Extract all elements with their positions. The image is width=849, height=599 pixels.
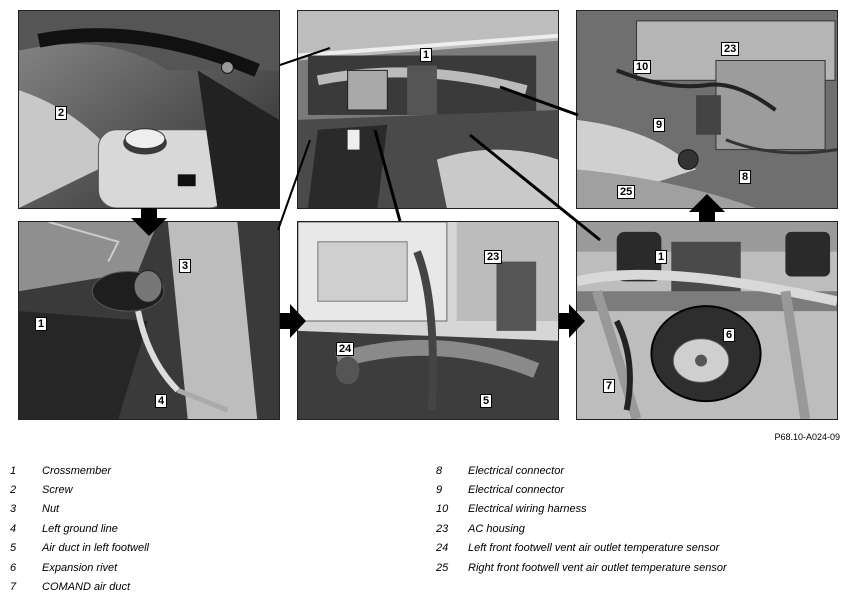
arrow-right-icon <box>280 304 306 338</box>
callout-5: 5 <box>480 394 492 408</box>
callout-23: 23 <box>484 250 502 264</box>
arrow-right-icon <box>559 304 585 338</box>
arrow-down-icon <box>131 208 167 236</box>
legend-row: 10 Electrical wiring harness <box>436 503 587 516</box>
legend-row: 24 Left front footwell vent air outlet temperature sensor <box>436 542 720 555</box>
legend-row: 9 Electrical connector <box>436 484 564 497</box>
legend-row: 6 Expansion rivet <box>10 561 118 574</box>
callout-6: 6 <box>723 328 735 342</box>
photo-ac-housing-illustration <box>577 11 837 208</box>
legend-row: 23 AC housing <box>436 522 525 535</box>
callout-4: 4 <box>155 394 167 408</box>
callout-1: 1 <box>420 48 432 62</box>
legend-left <box>10 461 410 597</box>
callout-1: 1 <box>35 317 47 331</box>
legend-row: 25 Right front footwell vent air outlet temperature sensor <box>436 561 727 574</box>
photo-panel-air-duct <box>297 221 559 420</box>
callout-23: 23 <box>721 42 739 56</box>
photo-panel-overview <box>297 10 559 209</box>
figure-reference: P68.10-A024-09 <box>774 432 840 442</box>
legend-row: 8 Electrical connector <box>436 464 564 477</box>
callout-9: 9 <box>653 118 665 132</box>
photo-panel-screw <box>18 10 280 209</box>
callout-2: 2 <box>55 106 67 120</box>
photo-ground-line-illustration <box>19 222 279 419</box>
photo-air-duct-illustration <box>298 222 558 419</box>
photo-overview-illustration <box>298 11 558 208</box>
callout-8: 8 <box>739 170 751 184</box>
legend-row: 5 Air duct in left footwell <box>10 542 149 555</box>
callout-3: 3 <box>179 259 191 273</box>
callout-1: 1 <box>655 250 667 264</box>
photo-panel-crossmember <box>576 221 838 420</box>
arrow-up-icon <box>689 194 725 222</box>
callout-10: 10 <box>633 60 651 74</box>
callout-24: 24 <box>336 342 354 356</box>
photo-panel-ground-line <box>18 221 280 420</box>
photo-panel-ac-housing <box>576 10 838 209</box>
callout-25: 25 <box>617 185 635 199</box>
legend-row: 1 Crossmember <box>10 464 112 477</box>
legend-row: 3 Nut <box>10 503 60 516</box>
legend-right <box>436 461 836 577</box>
callout-7: 7 <box>603 379 615 393</box>
legend-row: 7 COMAND air duct <box>10 581 131 594</box>
legend-row: 2 Screw <box>10 484 73 497</box>
legend-row: 4 Left ground line <box>10 522 118 535</box>
photo-crossmember-illustration <box>577 222 837 419</box>
